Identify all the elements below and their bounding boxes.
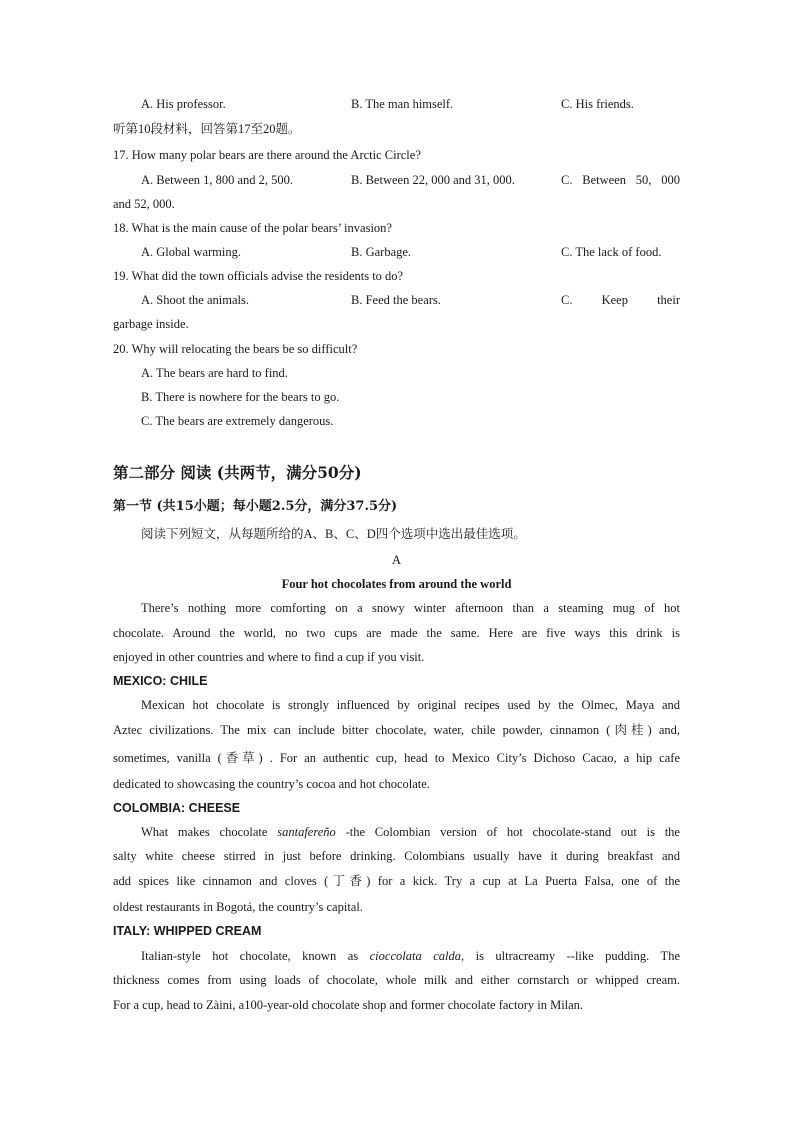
q20-option-b: B. There is nowhere for the bears to go. <box>141 390 340 404</box>
mexico-line-4: dedicated to showcasing the country’s cocoa and hot chocolate. <box>113 777 430 791</box>
q18-option-b: B. Garbage. <box>351 245 412 259</box>
q18-stem: 18. What is the main cause of the polar bears’ invasion? <box>113 221 392 235</box>
colombia-line-1-post: -the Colombian version of hot chocolate-stand out is the <box>335 825 680 839</box>
colombia-line-1-pre: What makes chocolate <box>141 825 278 839</box>
colombia-heading: COLOMBIA: CHEESE <box>113 801 241 815</box>
q16-option-a: A. His professor. <box>141 97 226 111</box>
q16-options-row <box>141 96 634 112</box>
q19-option-c-cont: garbage inside. <box>113 317 189 331</box>
italy-line-1-italic: cioccolata calda <box>369 949 461 963</box>
colombia-line-3: add spices like cinnamon and cloves (丁香) for a kick. Try a cup at La Puerta Falsa, one of the <box>113 874 680 888</box>
q19-option-b: B. Feed the bears. <box>351 293 441 307</box>
q16-option-b: B. The man himself. <box>351 97 454 111</box>
q17-option-c: C. Between 50, 000 <box>561 173 680 187</box>
mexico-line-2: Aztec civilizations. The mix can include bitter chocolate, water, chile powder, cinnamon (肉桂) and, <box>113 723 680 737</box>
passage-title: Four hot chocolates from around the world <box>281 577 512 591</box>
instructions: 阅读下列短文，从每题所给的A、B、C、D四个选项中选出最佳选项。 <box>141 527 526 541</box>
italy-line-1-pre: Italian-style hot chocolate, known as <box>141 949 370 963</box>
q17-option-a: A. Between 1, 800 and 2, 500. <box>141 173 294 187</box>
intro-line-3: enjoyed in other countries and where to find a cup if you visit. <box>113 650 425 664</box>
italy-line-1-post: , is ultracreamy --like pudding. The <box>460 949 680 963</box>
passage10-intro: 听第10段材料，回答第17至20题。 <box>113 122 301 136</box>
q17-option-c-cont: and 52, 000. <box>113 197 175 211</box>
colombia-line-4: oldest restaurants in Bogotá, the country’s capital. <box>113 900 363 914</box>
mexico-line-1: Mexican hot chocolate is strongly influenced by original recipes used by the Olmec, Maya and <box>141 698 680 712</box>
italy-line-1 <box>141 948 680 964</box>
colombia-line-1 <box>141 824 680 840</box>
mexico-line-3: sometimes, vanilla (香草) . For an authentic cup, head to Mexico City’s Dichoso Cacao, a hip cafe <box>113 751 680 765</box>
q20-stem: 20. Why will relocating the bears be so difficult? <box>113 342 358 356</box>
q17-stem: 17. How many polar bears are there around the Arctic Circle? <box>113 148 421 162</box>
italy-line-3: For a cup, head to Zàini, a100-year-old chocolate shop and former chocolate factory in Milan. <box>113 998 584 1012</box>
section1-title: 第一节 (共15小题；每小题2.5分，满分37.5分) <box>113 499 398 514</box>
q19-option-a: A. Shoot the animals. <box>141 293 249 307</box>
italy-heading: ITALY: WHIPPED CREAM <box>113 924 262 938</box>
colombia-line-2: salty white cheese stirred in just before drinking. Colombians usually have it during breakfast and <box>113 849 680 863</box>
intro-line-2: chocolate. Around the world, no two cups are made the same. Here are five ways this drink is <box>113 626 680 640</box>
intro-line-1: There’s nothing more comforting on a snowy winter afternoon than a steaming mug of hot <box>141 601 680 615</box>
italy-line-2: thickness comes from using loads of chocolate, whole milk and either cornstarch or whipped cream. <box>113 973 680 987</box>
q19-option-c: C. Keep their <box>561 293 680 307</box>
q16-option-c: C. His friends. <box>561 97 634 111</box>
q17-options-row <box>141 172 680 188</box>
q19-stem: 19. What did the town officials advise the residents to do? <box>113 269 404 283</box>
q20-option-a: A. The bears are hard to find. <box>141 366 288 380</box>
passage-label: A <box>391 553 402 567</box>
q18-option-a: A. Global warming. <box>141 245 241 259</box>
q18-option-c: C. The lack of food. <box>561 245 662 259</box>
colombia-line-1-italic: santafereño <box>277 825 336 839</box>
q17-option-b: B. Between 22, 000 and 31, 000. <box>351 173 515 187</box>
part2-title: 第二部分 阅读 (共两节，满分50分) <box>113 463 362 482</box>
q19-options-row <box>141 292 680 308</box>
q18-options-row <box>141 244 662 260</box>
mexico-heading: MEXICO: CHILE <box>113 674 208 688</box>
q20-option-c: C. The bears are extremely dangerous. <box>141 414 334 428</box>
